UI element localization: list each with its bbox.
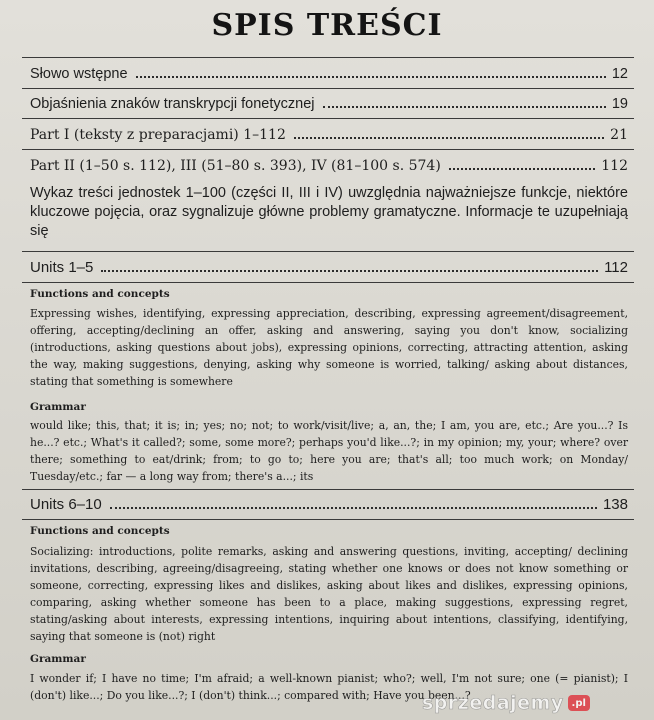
divider <box>22 57 634 58</box>
dot-leader <box>110 506 597 509</box>
divider <box>22 149 634 150</box>
units-entry <box>30 256 628 276</box>
grammar-heading: Grammar <box>30 653 86 665</box>
grammar-text: I wonder if; I have no time; I'm afraid; a well-known pianist; who?; well, I'm not sure; one (= pianist); I (don't) like...; Do you like...?; I (don't) think...; compared with; Have you been...? <box>30 672 628 702</box>
toc-entry-page: 21 <box>610 127 628 143</box>
intro-note: Wykaz treści jednostek 1–100 (części II, III i IV) uwzględnia najważniejsze funkcje, niektóre kluczowe pojęcia, oraz sygnalizuje główne problemy gramatyczne. Informacje te uzupełniają się <box>30 185 628 239</box>
units-entry <box>30 493 628 513</box>
divider <box>22 118 634 119</box>
units-label: Units 6–10 <box>30 496 102 513</box>
dot-leader <box>294 136 604 139</box>
toc-entry-page: 19 <box>611 96 628 112</box>
grammar-heading: Grammar <box>30 401 86 413</box>
toc-entry <box>30 92 628 112</box>
toc-entry-label: Objaśnienia znaków transkrypcji fonetycznej <box>30 96 315 112</box>
dot-leader <box>323 105 606 108</box>
dot-leader <box>136 75 606 78</box>
divider <box>22 489 634 490</box>
units-page: 112 <box>604 259 628 276</box>
toc-entry <box>30 62 628 82</box>
page-title: SPIS TREŚCI <box>211 8 443 43</box>
divider <box>22 519 634 520</box>
toc-entry <box>30 154 628 174</box>
watermark-badge: .pl <box>568 695 590 711</box>
divider <box>22 251 634 252</box>
toc-entry-label: Part II (1–50 s. 112), III (51–80 s. 393), IV (81–100 s. 574) <box>30 158 441 174</box>
functions-text: Expressing wishes, identifying, expressing appreciation, describing, expressing agreement/disagreement, offering, accepting/declining an offer, asking and answering, saying you don't know, socializing (introductions, asking questions about jobs), expressing opinions, correcting, attracting attention, asking the way, making suggestions, denying, asking why someone is worried, talking/ asking about distances, stating that something is somewhere <box>30 307 628 388</box>
toc-entry-page: 112 <box>601 158 628 174</box>
watermark-logo-text: sprzedajemy <box>422 692 564 714</box>
divider <box>22 282 634 283</box>
watermark <box>422 690 632 716</box>
toc-entry-label: Part I (teksty z preparacjami) 1–112 <box>30 127 286 143</box>
functions-text: Socializing: introductions, polite remarks, asking and answering questions, inviting, accepting/ declining invitations, describing, agreeing/disagreeing, stating whether one knows or does not know something or someone, correcting, expressing likes and dislikes, asking about likes and dislikes, expressing opinions, comparing, asking whether someone has been to a place, making suggestions, expressing regret, stating/asking about interests, expressing intentions, inquiring about intentions, classifying, identifying, saying that someone is (not) right <box>30 545 628 643</box>
dot-leader <box>449 167 595 170</box>
functions-heading: Functions and concepts <box>30 525 170 537</box>
toc-entry-page: 12 <box>611 66 628 82</box>
units-page: 138 <box>602 496 628 513</box>
toc-entry-label: Słowo wstępne <box>30 66 128 82</box>
functions-heading: Functions and concepts <box>30 288 170 300</box>
grammar-text: would like; this, that; it is; in; yes; no; not; to work/visit/live; a, an, the; I am, you are, etc.; Are you...? Is he...? etc.; What's it called?; some, some more?; perhaps you'd like...?; in my opinion; my, your; where? over there; something to eat/drink; from; to go to; here you are; that's all; too much work; on Monday/ Tuesday/etc.; far — a long way from; there's a...; its <box>30 419 628 483</box>
toc-entry <box>30 123 628 143</box>
units-label: Units 1–5 <box>30 259 94 276</box>
divider <box>22 88 634 89</box>
dot-leader <box>101 269 598 272</box>
